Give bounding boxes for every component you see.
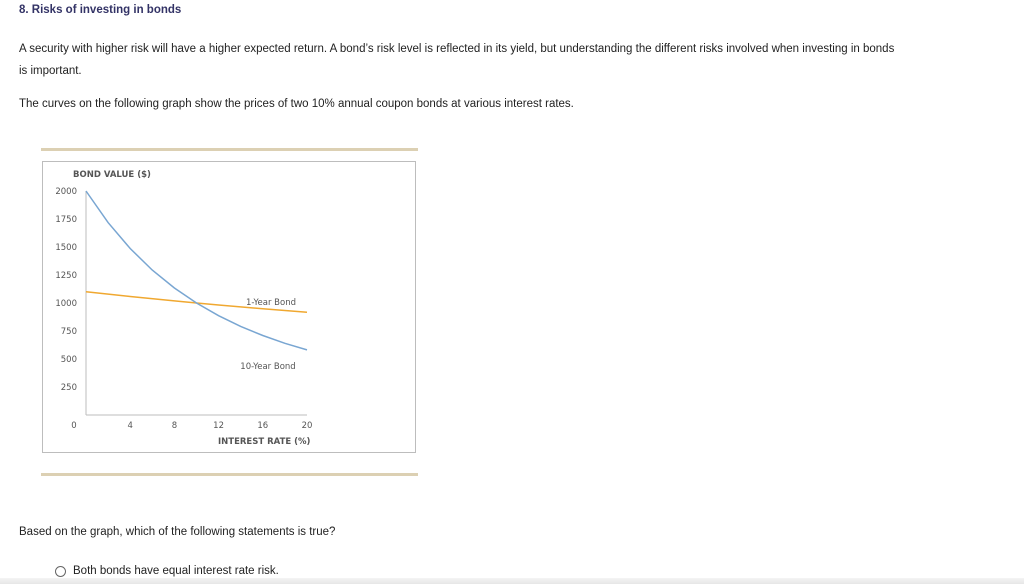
bottom-fade <box>0 578 1024 584</box>
question-heading: 8. Risks of investing in bonds <box>19 4 182 16</box>
graph-description: The curves on the following graph show the prices of two 10% annual coupon bonds at various interest rates. <box>19 98 574 110</box>
answer-option-1[interactable] <box>55 563 279 579</box>
answer-option-label: Both bonds have equal interest rate risk. <box>73 565 279 577</box>
x-tick-label: 0 <box>71 421 77 431</box>
x-axis-title: INTEREST RATE (%) <box>218 437 311 447</box>
question-prompt: Based on the graph, which of the following statements is true? <box>19 526 336 538</box>
bond-value-chart <box>42 161 416 453</box>
y-tick-label: 1250 <box>55 271 77 281</box>
y-tick-label: 250 <box>60 383 77 393</box>
intro-paragraph: A security with higher risk will have a higher expected return. A bond’s risk level is reflected in its yield, but understanding the different risks involved when investing in bonds is important. <box>19 43 895 77</box>
chart-canvas <box>43 162 415 452</box>
y-tick-label: 2000 <box>55 187 77 197</box>
x-tick-label: 20 <box>301 421 313 431</box>
chart-bottom-rule <box>41 473 418 476</box>
y-tick-label: 500 <box>60 355 77 365</box>
ten-year-bond-label: 10-Year Bond <box>240 362 296 372</box>
y-tick-label: 750 <box>60 327 77 337</box>
x-tick-label: 4 <box>127 421 133 431</box>
x-tick-label: 8 <box>171 421 178 431</box>
y-tick-label: 1500 <box>55 243 77 253</box>
y-tick-label: 1000 <box>55 299 77 309</box>
x-tick-label: 16 <box>257 421 269 431</box>
one-year-bond-label: 1-Year Bond <box>246 298 296 308</box>
chart-top-rule <box>41 148 418 151</box>
y-tick-label: 1750 <box>55 215 77 225</box>
x-tick-label: 12 <box>213 421 225 431</box>
y-axis-title: BOND VALUE ($) <box>73 170 151 180</box>
ten-year-bond-line <box>86 191 307 350</box>
radio-button[interactable] <box>55 566 66 577</box>
